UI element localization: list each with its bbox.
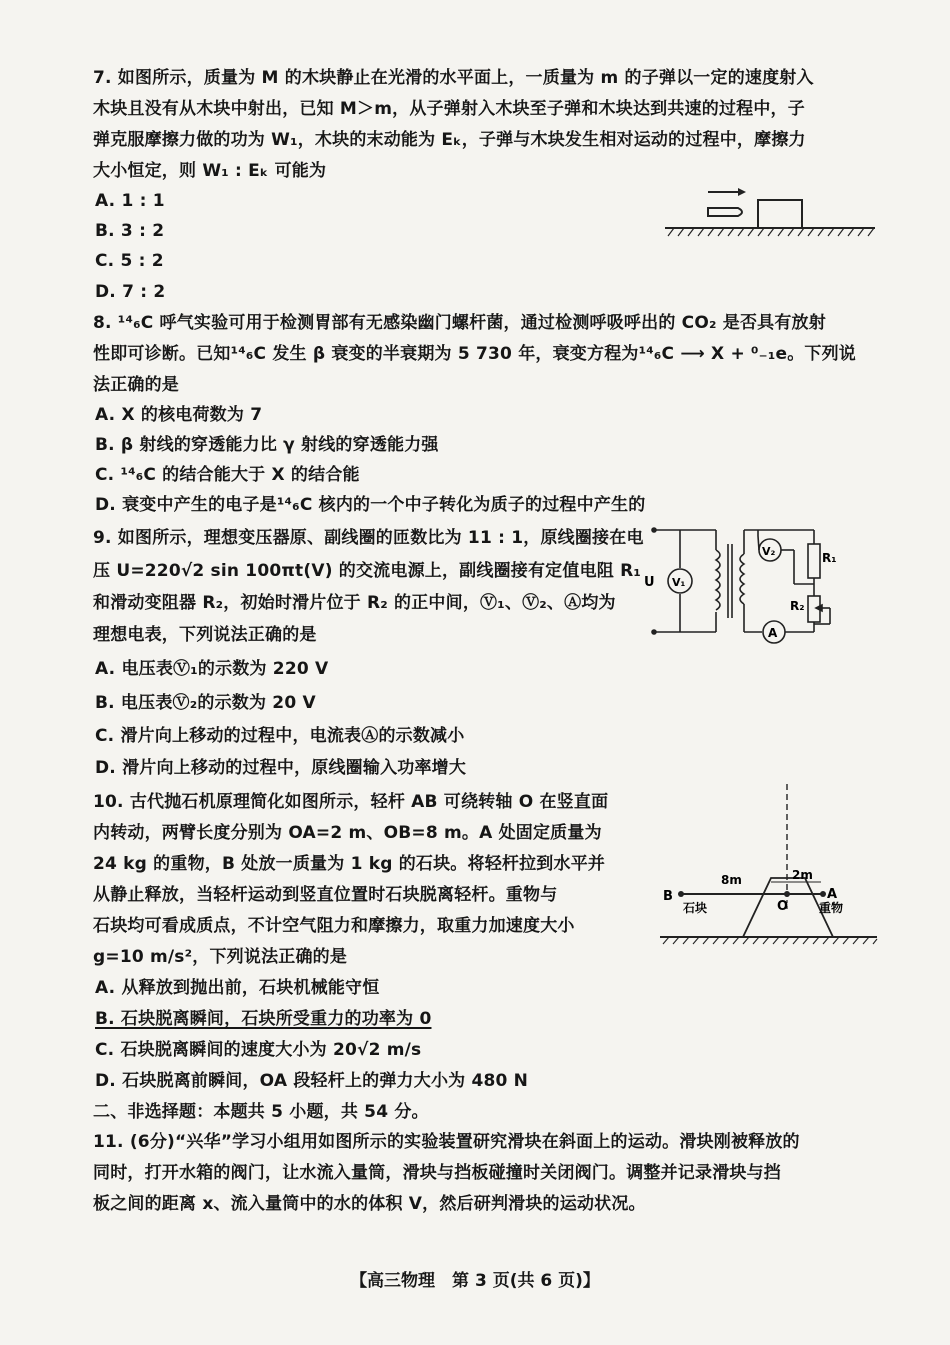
q7-option-b: B. 3 : 2 [95,221,165,241]
bullet-block-diagram [660,182,880,242]
wood-block [758,200,802,228]
q8-line-1: 8. ¹⁴₆C 呼气实验可用于检测胃部有无感染幽门螺杆菌，通过检测呼吸呼出的 CO₂ 是否具有放射 [93,313,826,333]
label-2m: 2m [792,868,813,882]
q10-line-2: 内转动，两臂长度分别为 OA=2 m、OB=8 m。A 处固定质量为 [93,823,602,843]
q9-option-b: B. 电压表Ⓥ₂的示数为 20 V [95,693,316,713]
q9-line-1: 9. 如图所示，理想变压器原、副线圈的匝数比为 11 : 1，原线圈接在电 [93,528,644,548]
q10-line-4: 从静止释放，当轻杆运动到竖直位置时石块脱离轻杆。重物与 [93,885,558,905]
q7-line-4: 大小恒定，则 W₁ : Eₖ 可能为 [93,161,327,181]
label-v1: V₁ [672,576,686,589]
section-2-heading: 二、非选择题：本题共 5 小题，共 54 分。 [93,1102,429,1122]
q8-line-2: 性即可诊断。已知¹⁴₆C 发生 β 衰变的半衰期为 5 730 年，衰变方程为¹⁴₆C ⟶ X + ⁰₋₁e。下列说 [93,344,857,364]
primary-coil [716,550,720,610]
label-stone: 石块 [683,901,708,915]
q7-option-c: C. 5 : 2 [95,251,164,271]
label-a: A [827,887,838,902]
page-footer: 【高三物理 第 3 页(共 6 页)】 [350,1271,600,1291]
q9-line-4: 理想电表，下列说法正确的是 [93,625,317,645]
label-weight: 重物 [819,901,844,915]
q10-option-b: B. 石块脱离瞬间，石块所受重力的功率为 0 [95,1009,432,1029]
q7-line-3: 弹克服摩擦力做的功为 W₁，木块的末动能为 Eₖ，子弹与木块发生相对运动的过程中，摩擦力 [93,130,806,150]
q8-option-d: D. 衰变中产生的电子是¹⁴₆C 核内的一个中子转化为质子的过程中产生的 [95,495,646,515]
q10-line-1: 10. 古代抛石机原理简化如图所示，轻杆 AB 可绕转轴 O 在竖直面 [93,792,609,812]
q9-line-2: 压 U=220√2 sin 100πt(V) 的交流电源上，副线圈接有定值电阻 R₁ [93,561,642,581]
q9-option-a: A. 电压表Ⓥ₁的示数为 220 V [95,659,329,679]
label-b: B [663,889,673,904]
label-a: A [768,626,778,640]
label-r1: R₁ [822,551,837,565]
label-o: O [777,899,789,914]
q9-option-c: C. 滑片向上移动的过程中，电流表Ⓐ的示数减小 [95,726,465,746]
weight-point [820,891,826,897]
stone-point [678,891,684,897]
q7-option-a: A. 1 : 1 [95,191,165,211]
transformer-circuit-diagram [644,520,844,648]
q8-option-b: B. β 射线的穿透能力比 γ 射线的穿透能力强 [95,435,439,455]
q11-line-1: 11. (6分)“兴华”学习小组用如图所示的实验装置研究滑块在斜面上的运动。滑块刚被释放的 [93,1132,800,1152]
q8-line-3: 法正确的是 [93,375,179,395]
q7-line-1: 7. 如图所示，质量为 M 的木块静止在光滑的水平面上，一质量为 m 的子弹以一定的速度射入 [93,68,814,88]
pivot-o [784,891,790,897]
q8-option-a: A. X 的核电荷数为 7 [95,405,263,425]
secondary-coil [740,554,744,604]
q9-option-d: D. 滑片向上移动的过程中，原线圈输入功率增大 [95,758,467,778]
q7-option-d: D. 7 : 2 [95,282,166,302]
q10-option-c: C. 石块脱离瞬间的速度大小为 20√2 m/s [95,1040,422,1060]
label-r2: R₂ [790,599,805,613]
trebuchet-diagram [655,782,885,950]
q10-line-6: g=10 m/s²，下列说法正确的是 [93,947,348,967]
q8-option-c: C. ¹⁴₆C 的结合能大于 X 的结合能 [95,465,360,485]
q10-option-d: D. 石块脱离前瞬间，OA 段轻杆上的弹力大小为 480 N [95,1071,529,1091]
q10-line-5: 石块均可看成质点，不计空气阻力和摩擦力，取重力加速度大小 [93,916,575,936]
q7-line-2: 木块且没有从木块中射出，已知 M＞m，从子弹射入木块至子弹和木块达到共速的过程中，子 [93,99,805,119]
bullet-shape [708,208,742,216]
label-u: U [644,575,655,590]
q11-line-3: 板之间的距离 x、流入量筒中的水的体积 V，然后研判滑块的运动状况。 [93,1194,646,1214]
q10-option-a: A. 从释放到抛出前，石块机械能守恒 [95,978,380,998]
q9-line-3: 和滑动变阻器 R₂，初始时滑片位于 R₂ 的正中间，Ⓥ₁、Ⓥ₂、Ⓐ均为 [93,593,616,613]
q11-line-2: 同时，打开水箱的阀门，让水流入量筒，滑块与挡板碰撞时关闭阀门。调整并记录滑块与挡 [93,1163,781,1183]
q10-line-3: 24 kg 的重物，B 处放一质量为 1 kg 的石块。将轻杆拉到水平并 [93,854,606,874]
resistor-r1 [808,544,820,578]
label-8m: 8m [721,873,742,887]
label-v2: V₂ [762,545,776,558]
